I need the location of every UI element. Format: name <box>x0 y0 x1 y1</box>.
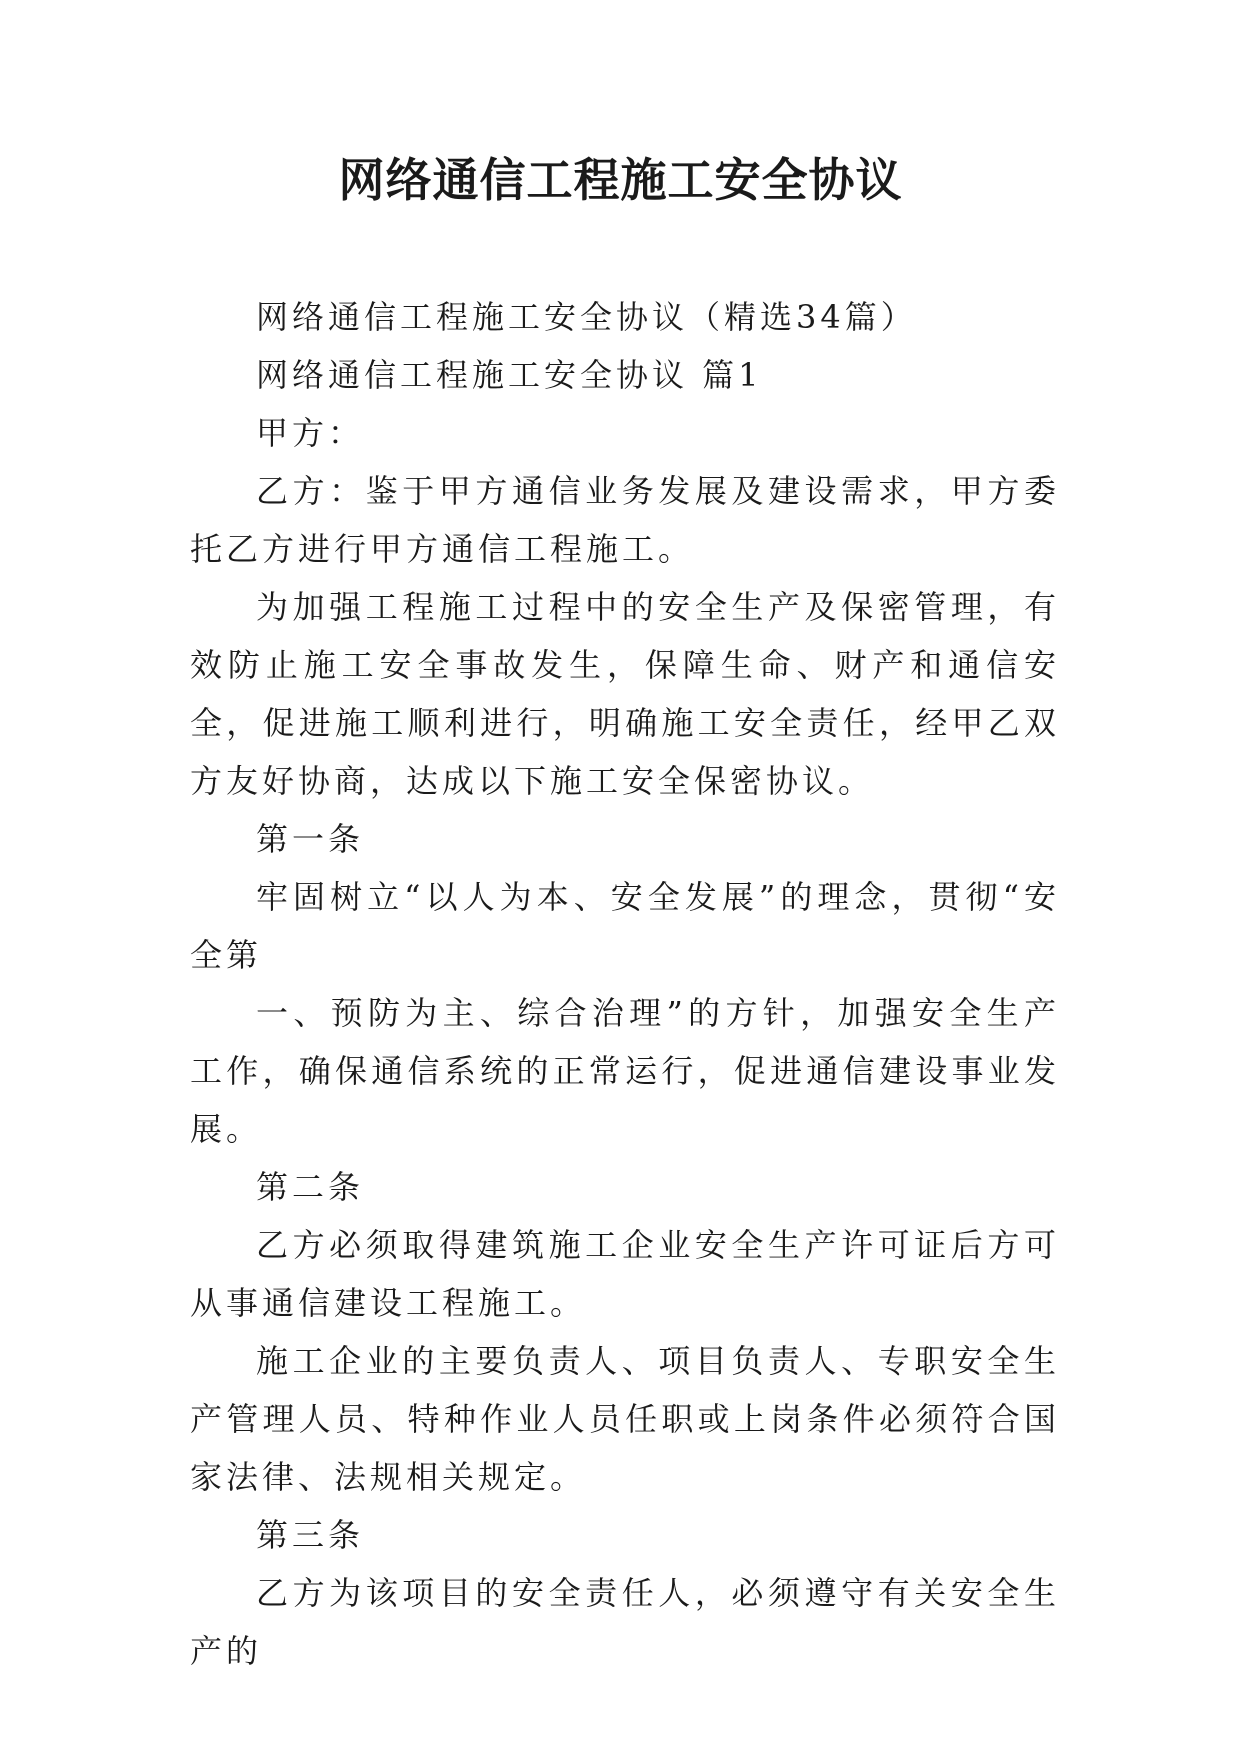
article-3-text-a: 乙方为该项目的安全责任人，必须遵守有关安全生产的 <box>190 1574 1060 1670</box>
paragraph-party-b: 乙方：鉴于甲方通信业务发展及建设需求，甲方委托乙方进行甲方通信工程施工。 <box>190 472 1060 568</box>
paragraph-purpose: 为加强工程施工过程中的安全生产及保密管理，有效防止施工安全事故发生，保障生命、财产和通信安全，促进施工顺利进行，明确施工安全责任，经甲乙双方友好协商，达成以下施工安全保密协议。 <box>190 588 1060 800</box>
document-title: 网络通信工程施工安全协议 <box>338 153 903 207</box>
article-1-heading: 第一条 <box>256 820 365 858</box>
article-2-text-a: 乙方必须取得建筑施工企业安全生产许可证后方可从事通信建设工程施工。 <box>190 1226 1060 1322</box>
article-2-heading: 第二条 <box>256 1168 365 1206</box>
paragraph-subtitle: 网络通信工程施工安全协议（精选34篇） <box>256 298 917 336</box>
article-3-heading: 第三条 <box>256 1516 365 1554</box>
article-1-text-b: 一、预防为主、综合治理”的方针，加强安全生产工作，确保通信系统的正常运行，促进通信建设事业发展。 <box>190 994 1060 1148</box>
article-2-text-b: 施工企业的主要负责人、项目负责人、专职安全生产管理人员、特种作业人员任职或上岗条件必须符合国家法律、法规相关规定。 <box>190 1342 1060 1496</box>
article-1-text-a: 牢固树立“以人为本、安全发展”的理念，贯彻“安全第 <box>190 878 1060 974</box>
document-body <box>190 288 1060 1680</box>
paragraph-section-heading: 网络通信工程施工安全协议 篇1 <box>256 356 763 394</box>
paragraph-party-a: 甲方： <box>256 414 365 452</box>
